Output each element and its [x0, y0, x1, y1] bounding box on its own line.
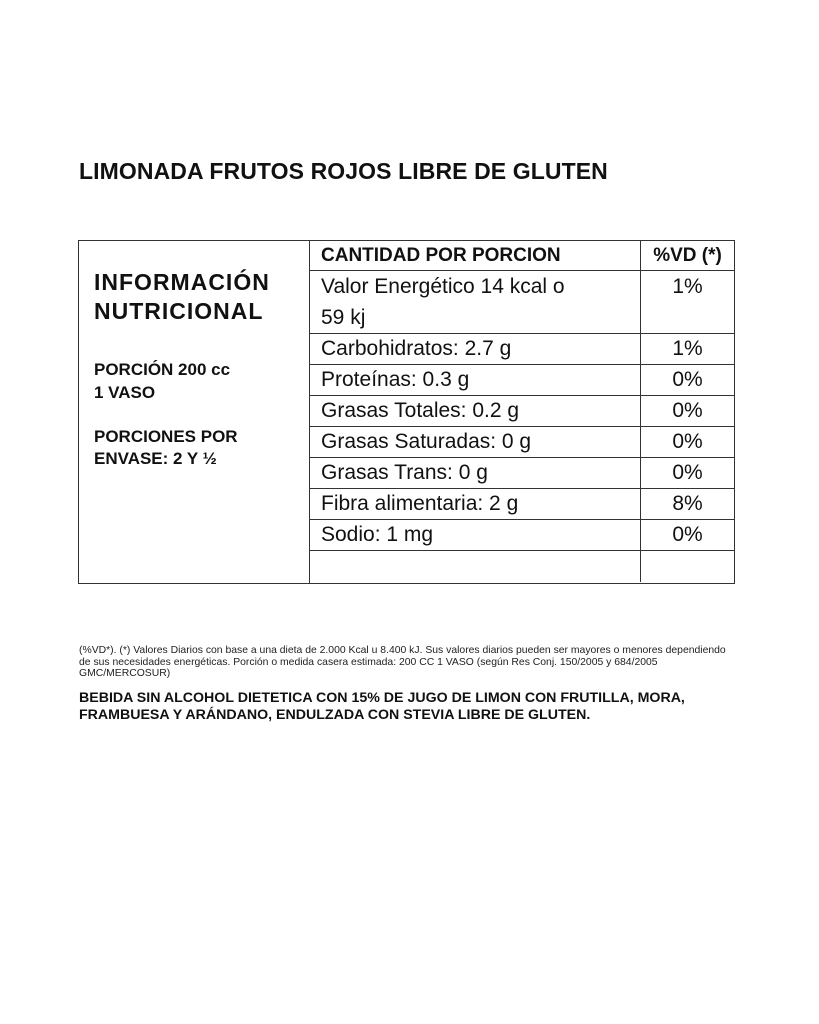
nutrition-heading-line2: NUTRICIONAL — [94, 298, 264, 324]
portion-size — [94, 358, 230, 404]
product-description: BEBIDA SIN ALCOHOL DIETETICA CON 15% DE JUGO DE LIMON CON FRUTILLA, MORA, FRAMBUESA Y ARÁNDANO, ENDULZADA CON STEVIA LIBRE DE GLUTEN. — [79, 690, 685, 723]
nutrient-vd: 0% — [672, 461, 703, 484]
nutrient-label: Grasas Saturadas: 0 g — [310, 427, 641, 457]
nutrient-vd: 0% — [672, 430, 703, 453]
table-empty-row — [310, 551, 734, 582]
nutrient-label — [310, 271, 641, 333]
nutrition-table — [310, 241, 734, 582]
servings-line1: PORCIONES POR — [94, 427, 238, 446]
nutrient-vd: 0% — [672, 368, 703, 391]
table-row — [310, 427, 734, 458]
table-row — [310, 520, 734, 551]
product-title: LIMONADA FRUTOS ROJOS LIBRE DE GLUTEN — [79, 158, 608, 184]
nutrient-label-line2: 59 kj — [321, 306, 366, 329]
nutrient-label: Fibra alimentaria: 2 g — [310, 489, 641, 519]
servings-line2: ENVASE: 2 Y ½ — [94, 449, 217, 468]
table-row — [310, 334, 734, 365]
table-row — [310, 489, 734, 520]
portion-line1: PORCIÓN 200 cc — [94, 360, 231, 379]
servings-per-container — [94, 426, 238, 470]
empty-cell — [310, 551, 641, 582]
table-row — [310, 458, 734, 489]
nutrition-heading-line1: INFORMACIÓN — [94, 269, 270, 295]
nutrition-info-column — [79, 241, 310, 583]
nutrient-vd: 0% — [672, 523, 703, 546]
nutrient-label: Grasas Totales: 0.2 g — [310, 396, 641, 426]
empty-cell — [641, 551, 734, 582]
nutrient-label: Carbohidratos: 2.7 g — [310, 334, 641, 364]
nutrient-vd: 0% — [672, 399, 703, 422]
nutrient-label: Sodio: 1 mg — [310, 520, 641, 550]
nutrient-label: Grasas Trans: 0 g — [310, 458, 641, 488]
table-row — [310, 365, 734, 396]
header-amount: CANTIDAD POR PORCION — [310, 241, 641, 270]
table-header-row — [310, 241, 734, 271]
daily-values-footnote: (%VD*). (*) Valores Diarios con base a una dieta de 2.000 Kcal u 8.400 kJ. Sus valores diarios pueden ser mayores o menores dependiendo de sus necesidades energéticas. Porción o medida casera estimada: 200 CC 1 VASO (según Res Conj. 150/2005 y 684/2005 GMC/MERCOSUR) — [79, 645, 726, 679]
nutrient-vd: 1% — [672, 337, 703, 360]
header-vd: %VD (*) — [653, 245, 722, 266]
nutrient-label: Proteínas: 0.3 g — [310, 365, 641, 395]
portion-line2: 1 VASO — [94, 383, 156, 402]
nutrient-label-line1: Valor Energético 14 kcal o — [321, 275, 565, 298]
table-row — [310, 396, 734, 427]
table-row — [310, 271, 734, 334]
nutrition-panel — [78, 240, 735, 584]
nutrient-vd: 8% — [672, 492, 703, 515]
nutrition-heading — [94, 268, 270, 326]
nutrient-vd: 1% — [672, 275, 703, 298]
